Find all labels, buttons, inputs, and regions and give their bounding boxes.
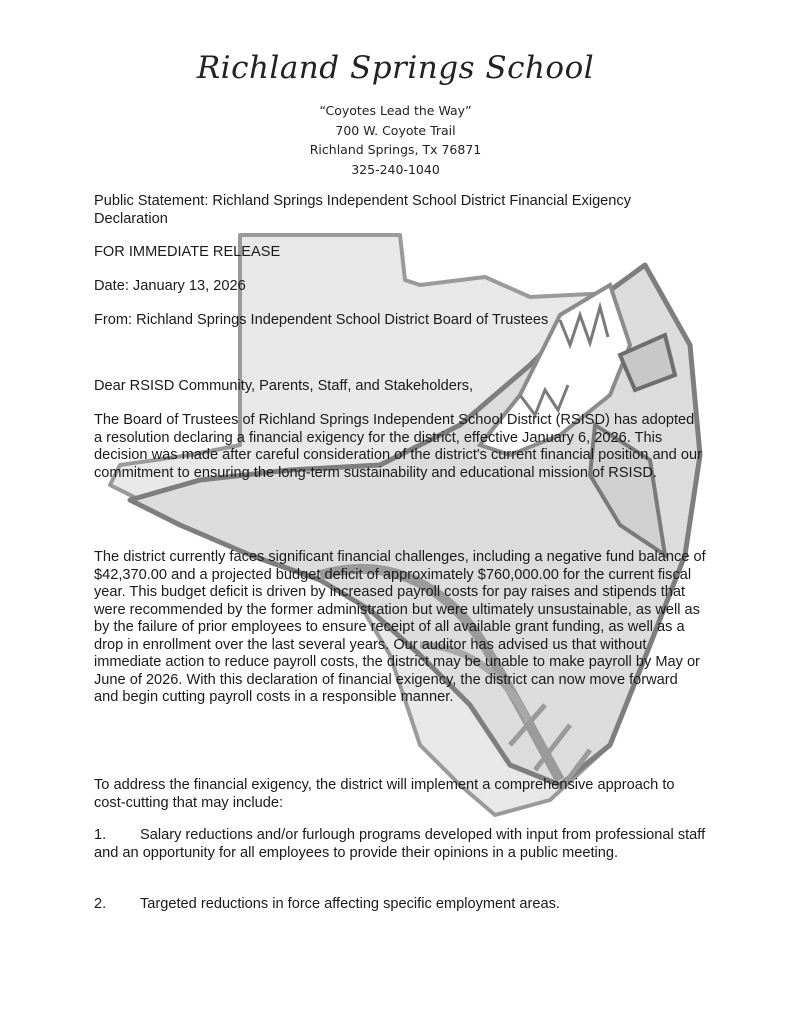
statement-date: Date: January 13, 2026: [94, 278, 246, 294]
statement-from: From: Richland Springs Independent School District Board of Trustees: [94, 312, 549, 328]
phone-number: 325-240-1040: [351, 161, 440, 177]
list-item-number: 2.: [94, 896, 107, 912]
contact-block: [0, 101, 791, 179]
list-item: [94, 827, 706, 862]
statement-title: Public Statement: Richland Springs Independent School District Financial Exigency Declaration: [94, 193, 632, 227]
school-motto: “Coyotes Lead the Way”: [319, 103, 472, 118]
city-line: Richland Springs, Tx 76871: [309, 142, 482, 157]
list-item-number: 1.: [94, 827, 107, 843]
list-item-text: Targeted reductions in force affecting specific employment areas.: [140, 896, 560, 912]
list-item: [94, 896, 706, 914]
paragraph-cost-cutting: To address the financial exigency, the district will implement a comprehensive approach to cost-cutting that may include:: [94, 777, 675, 811]
school-name-title: Richland Springs School: [196, 50, 595, 86]
paragraph-intro: The Board of Trustees of Richland Springs Independent School District (RSISD) has adopted a resolution declaring a financial exigency for the district, effective January 6, 2026. This decision was made after careful consideration of the district's current financial position and our commitment to ensuring the long-term sustainability and educational mission of RSISD.: [94, 412, 702, 481]
address-line: 700 W. Coyote Trail: [335, 122, 456, 138]
list-item-text: Salary reductions and/or furlough programs developed with input from professional staff and an opportunity for all employees to provide their opinions in a public meeting.: [94, 827, 706, 861]
paragraph-financial-challenges: The district currently faces significant financial challenges, including a negative fund balance of $42,370.00 and a projected budget deficit of approximately $760,000.00 for the current fiscal year. This budget deficit is driven by increased payroll costs for pay raises and stipends that were recommended by the former administration but were ultimately unsustainable, as well as by the failure of prior employees to ensure receipt of all available grant funding, as well as a drop in enrollment over the last several years. Our auditor has advised us that without immediate action to reduce payroll costs, the district may be unable to make payroll by May or June of 2026. With this declaration of financial exigency, the district can now move forward and begin cutting payroll costs in a responsible manner.: [94, 549, 706, 705]
release-label: FOR IMMEDIATE RELEASE: [94, 244, 281, 260]
salutation: Dear RSISD Community, Parents, Staff, and Stakeholders,: [94, 378, 474, 394]
